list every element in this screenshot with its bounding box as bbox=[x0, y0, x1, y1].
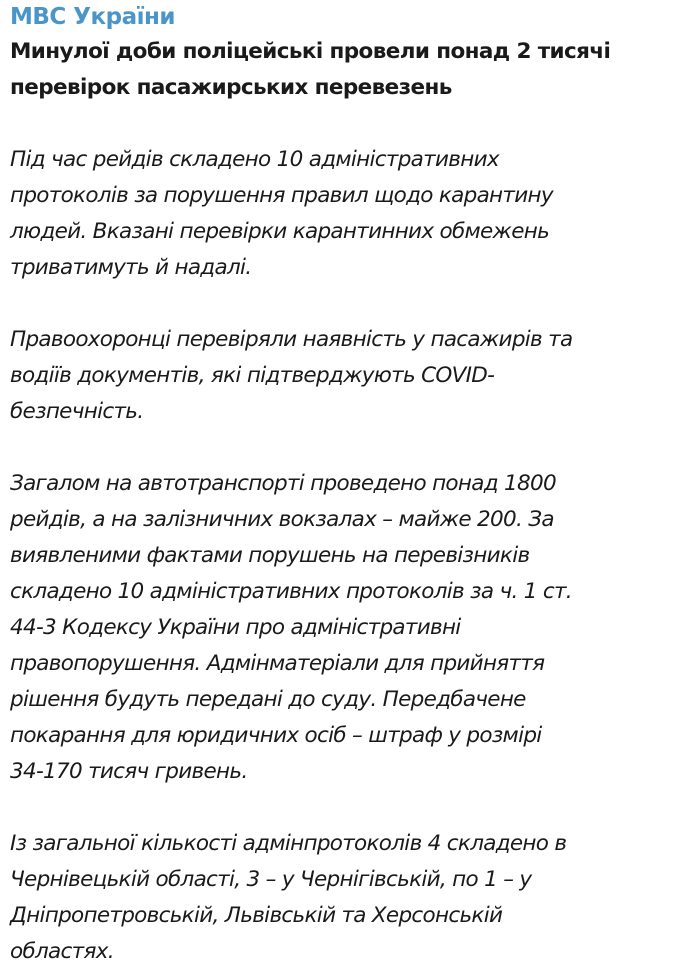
headline-line: Минулої доби поліцейські провели понад 2 тисячі bbox=[10, 39, 611, 64]
paragraph-line: складено 10 адміністративних протоколів за ч. 1 ст. bbox=[10, 579, 572, 604]
paragraph-line: протоколів за порушення правил щодо карантину bbox=[10, 183, 553, 208]
body-paragraph bbox=[10, 826, 690, 970]
paragraph-line: рішення будуть передані до суду. Передбачене bbox=[10, 687, 526, 712]
paragraph-line: людей. Вказані перевірки карантинних обмежень bbox=[10, 219, 550, 244]
paragraph-line: Правоохоронці перевіряли наявність у пасажирів та bbox=[10, 327, 573, 352]
post-headline bbox=[10, 34, 690, 106]
paragraph-line: виявленими фактами порушень на перевізників bbox=[10, 543, 530, 568]
paragraph-line: Із загальної кількості адмінпротоколів 4 складено в bbox=[10, 831, 567, 856]
paragraph-line: Під час рейдів складено 10 адміністративних bbox=[10, 147, 499, 172]
paragraph-line: рейдів, а на залізничних вокзалах – майже 200. За bbox=[10, 507, 554, 532]
paragraph-line: областях. bbox=[10, 939, 114, 964]
paragraph-line: покарання для юридичних осіб – штраф у розмірі bbox=[10, 723, 542, 748]
headline-line: перевірок пасажирських перевезень bbox=[10, 75, 452, 100]
paragraph-line: 44-3 Кодексу України про адміністративні bbox=[10, 615, 461, 640]
body-paragraph bbox=[10, 466, 690, 790]
paragraph-line: Чернівецькій області, 3 – у Чернігівській, по 1 – у bbox=[10, 867, 532, 892]
paragraph-line: водіїв документів, які підтверджують COVID- bbox=[10, 363, 495, 388]
body-paragraph bbox=[10, 322, 690, 430]
paragraph-line: Дніпропетровській, Львівській та Херсонській bbox=[10, 903, 503, 928]
paragraph-line: правопорушення. Адмінматеріали для прийняття bbox=[10, 651, 545, 676]
paragraph-line: 34-170 тисяч гривень. bbox=[10, 759, 248, 784]
body-paragraph bbox=[10, 142, 690, 286]
paragraph-line: триватимуть й надалі. bbox=[10, 255, 252, 280]
paragraph-line: Загалом на автотранспорті проведено понад 1800 bbox=[10, 471, 556, 496]
post-body bbox=[10, 142, 690, 970]
paragraph-line: безпечність. bbox=[10, 399, 144, 424]
channel-name-link[interactable]: МВС України bbox=[10, 4, 176, 30]
